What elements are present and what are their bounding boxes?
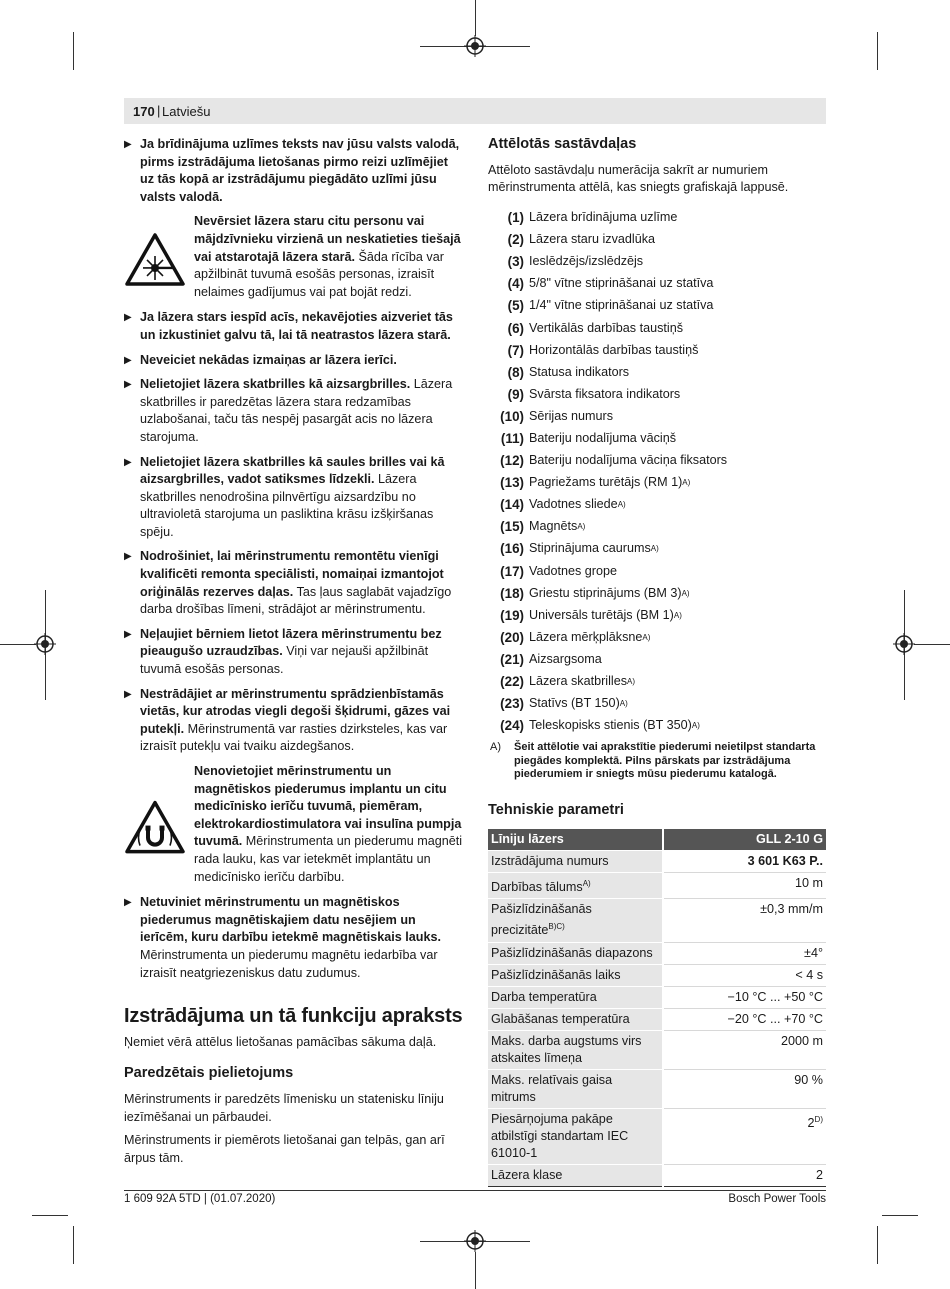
safety-bullet	[124, 454, 464, 542]
header-separator: |	[157, 103, 161, 118]
component-number: (1)	[507, 210, 524, 226]
table-cell-value	[663, 1008, 826, 1030]
component-item	[488, 229, 826, 251]
param-value: −20 °C ... +70 °C	[727, 1011, 823, 1026]
table-cell-label	[488, 899, 663, 942]
param-value: 2	[807, 1115, 815, 1130]
crop-mark	[877, 32, 878, 70]
components-list	[488, 207, 826, 737]
table-cell-value	[663, 1030, 826, 1069]
warning-text: Mērinstrumenta un piederumu magnēti rada lauku, kas var ietekmēt implantātu un medicīnisko ierīču darbību.	[194, 834, 463, 884]
component-label: Horizontālās darbības taustiņš	[529, 342, 699, 357]
param-footnote-ref: B)C)	[548, 922, 565, 932]
registration-mark-icon	[34, 633, 56, 655]
component-label: Pagriežams turētājs (RM 1)	[529, 475, 683, 490]
table-cell-value	[663, 1069, 826, 1108]
bullet-text: Lāzera skatbrilles ir paredzētas lāzera stara redzamības uzlabošanai, taču tās nespēj pasargāt acis no lāzera starojuma.	[140, 377, 453, 444]
component-item	[488, 671, 826, 693]
table-header-value: GLL 2-10 G	[663, 829, 826, 851]
laser-warning-icon	[124, 219, 186, 301]
param-label: Darba temperatūra	[491, 989, 597, 1004]
intended-use-paragraph: Mērinstruments ir paredzēts līmenisku un statenisku līniju iezīmēšanai un pārbaudei.	[124, 1091, 444, 1124]
bullet-text: Mērinstrumentā var rasties dzirksteles, kas var izraisīt putekļu vai tvaiku aizdegšanos.	[140, 721, 448, 754]
safety-bullet	[124, 894, 464, 982]
component-item	[488, 273, 826, 295]
param-footnote-ref: A)	[582, 879, 591, 889]
safety-bullet	[124, 548, 464, 618]
param-label: Pašizlīdzināšanās diapazons	[491, 945, 653, 960]
component-footnote-ref: A)	[627, 677, 635, 686]
param-label: Izstrādājuma numurs	[491, 854, 609, 869]
component-number: (13)	[500, 475, 524, 491]
component-label: Aizsargsoma	[529, 651, 602, 666]
component-number: (23)	[500, 696, 524, 712]
component-number: (21)	[500, 651, 524, 667]
intended-use-title: Paredzētais pielietojums	[124, 1065, 294, 1082]
table-cell-value	[663, 986, 826, 1008]
footer-rule	[124, 1190, 826, 1191]
footnote-label: A)	[490, 741, 501, 754]
table-row	[488, 873, 826, 899]
param-value: 90 %	[794, 1072, 823, 1087]
warning-bold: Nevērsiet lāzera staru citu personu vai mājdzīvnieku virzienā un neskatieties tiešajā vai atstarotajā lāzera starā.	[194, 214, 461, 264]
param-value: ±0,3 mm/m	[760, 902, 823, 917]
header-language: Latviešu	[162, 104, 211, 119]
table-row	[488, 942, 826, 964]
component-label: Bateriju nodalījuma vāciņa fiksators	[529, 453, 728, 468]
magnet-warning-block	[124, 763, 464, 886]
table-row	[488, 964, 826, 986]
table-row	[488, 1008, 826, 1030]
footer-doc-id: 1 609 92A 5TD | (01.07.2020)	[124, 1193, 276, 1205]
component-item	[488, 207, 826, 229]
component-number: (3)	[507, 254, 524, 270]
crop-mark	[475, 1252, 476, 1289]
bullet-bold: Neļaujiet bērniem lietot lāzera mērinstrumentu bez pieaugušo uzraudzības.	[140, 626, 442, 659]
tech-params-title: Tehniskie parametri	[488, 801, 624, 818]
crop-mark	[73, 1226, 74, 1264]
component-label: Teleskopisks stienis (BT 350)	[529, 718, 692, 733]
table-cell-label	[488, 942, 663, 964]
safety-bullet	[124, 686, 464, 756]
footnote	[488, 741, 826, 782]
table-cell-value	[663, 899, 826, 942]
footer-brand: Bosch Power Tools	[728, 1193, 826, 1205]
component-footnote-ref: A)	[682, 478, 691, 488]
bullet-bold: Neveiciet nekādas izmaiņas ar lāzera ierīci.	[140, 352, 397, 367]
component-number: (14)	[500, 497, 524, 513]
components-intro: Attēloto sastāvdaļu numerācija sakrīt ar numuriem mērinstrumenta attēlā, kas sniegts grafiskajā lappusē.	[488, 162, 789, 195]
component-label: Universāls turētājs (BM 1)	[529, 607, 674, 622]
component-item	[488, 560, 826, 582]
component-label: Lāzera staru izvadlūka	[529, 232, 656, 247]
component-label: Sērijas numurs	[529, 408, 613, 423]
table-cell-value	[663, 873, 826, 899]
component-label: Lāzera mērķplāksne	[529, 629, 643, 644]
param-value-footnote-ref: D)	[814, 1114, 823, 1124]
component-item	[488, 406, 826, 428]
component-number: (9)	[507, 386, 524, 402]
table-cell-value	[663, 1108, 826, 1164]
page-header	[124, 98, 826, 124]
component-number: (20)	[500, 629, 524, 645]
component-number: (18)	[500, 585, 524, 601]
component-footnote-ref: A)	[617, 500, 626, 510]
table-row	[488, 1069, 826, 1108]
component-label: Vadotnes grope	[529, 563, 617, 578]
registration-mark-icon	[893, 633, 915, 655]
laser-warning-block	[124, 213, 464, 301]
component-label: Griestu stiprinājums (BM 3)	[529, 585, 682, 600]
component-item	[488, 361, 826, 383]
component-item	[488, 604, 826, 626]
component-label: Ieslēdzējs/izslēdzējs	[529, 254, 644, 269]
param-value: 3 601 K63 P..	[747, 854, 823, 869]
crop-mark	[475, 0, 476, 36]
component-item	[488, 428, 826, 450]
bullet-bold: Nelietojiet lāzera skatbrilles kā aizsargbrilles.	[140, 377, 411, 392]
param-value: < 4 s	[795, 967, 823, 982]
bullet-text: Tas ļaus saglabāt vajadzīgo darba drošības līmeni, strādājot ar mērinstrumentu.	[140, 584, 452, 617]
component-item	[488, 538, 826, 560]
right-column	[488, 136, 826, 1187]
table-cell-label	[488, 964, 663, 986]
component-number: (5)	[507, 298, 524, 314]
param-value: −10 °C ... +50 °C	[727, 989, 823, 1004]
crop-mark	[73, 32, 74, 70]
bullet-text: Mērinstrumenta un piederumu magnētu iedarbība var izraisīt neatgriezeniskus datu zudumus.	[140, 947, 438, 980]
table-row	[488, 851, 826, 873]
component-footnote-ref: A)	[691, 721, 700, 731]
component-number: (10)	[500, 408, 524, 424]
component-label: 1/4" vītne stiprināšanai uz statīva	[529, 298, 714, 313]
component-label: Vadotnes sliede	[529, 497, 618, 512]
component-item	[488, 295, 826, 317]
component-footnote-ref: A)	[673, 610, 682, 620]
crop-mark	[882, 1215, 918, 1216]
table-cell-value	[663, 1164, 826, 1186]
table-row	[488, 1108, 826, 1164]
table-cell-value	[663, 851, 826, 873]
section-intro: Ņemiet vērā attēlus lietošanas pamācības sākuma daļā.	[124, 1034, 437, 1049]
component-item	[488, 494, 826, 516]
param-label: Darbības tālums	[491, 880, 583, 895]
component-number: (4)	[507, 276, 524, 292]
table-row	[488, 1030, 826, 1069]
bullet-bold: Nestrādājiet ar mērinstrumentu sprādzienbīstamās vietās, kur atrodas viegli degoši šķidrumi, gāzes vai putekļi.	[140, 686, 451, 736]
safety-bullet	[124, 309, 464, 344]
component-number: (2)	[507, 232, 524, 248]
bullet-text: Viņi var nejauši apžilbināt tuvumā esošās personas.	[140, 644, 429, 677]
table-cell-label	[488, 1164, 663, 1186]
component-label: Vertikālās darbības taustiņš	[529, 320, 684, 335]
component-item	[488, 317, 826, 339]
left-column	[124, 136, 464, 1173]
component-footnote-ref: A)	[619, 699, 628, 709]
component-item	[488, 715, 826, 737]
component-number: (12)	[500, 453, 524, 469]
param-value: ±4°	[804, 945, 823, 960]
component-label: Statusa indikators	[529, 364, 630, 379]
component-number: (22)	[500, 674, 524, 689]
safety-bullet	[124, 376, 464, 446]
table-row	[488, 1164, 826, 1186]
component-item	[488, 472, 826, 494]
component-label: Svārsta fiksatora indikators	[529, 386, 681, 401]
footnote-text: Šeit attēlotie vai aprakstītie piederumi neietilpst standarta piegādes komplektā. Pilns pārskats par izstrādājuma piederumiem ir sniegts mūsu piederumu katalogā.	[514, 741, 816, 781]
magnet-warning-icon	[124, 769, 186, 886]
component-item	[488, 582, 826, 604]
param-label: Piesārņojuma pakāpe atbilstīgi standartam IEC 61010-1	[491, 1111, 629, 1160]
laser-warning-text	[194, 213, 464, 301]
component-label: Bateriju nodalījuma vāciņš	[529, 430, 677, 445]
component-number: (6)	[507, 320, 524, 336]
bullet-bold: Ja lāzera stars iespīd acīs, nekavējoties aizveriet tās un izkustiniet galvu tā, lai tā neatrastos lāzera starā.	[140, 310, 453, 342]
component-footnote-ref: A)	[642, 632, 651, 642]
registration-mark-icon	[464, 1230, 486, 1252]
component-number: (15)	[500, 519, 524, 535]
table-cell-value	[663, 942, 826, 964]
component-label: Lāzera skatbrilles	[529, 674, 627, 688]
table-row	[488, 986, 826, 1008]
param-label: Pašizlīdzināšanās laiks	[491, 967, 621, 982]
table-cell-label	[488, 1069, 663, 1108]
component-label: Stiprinājuma caurums	[529, 541, 651, 556]
param-label: Lāzera klase	[491, 1167, 563, 1182]
component-item	[488, 251, 826, 273]
param-label: Maks. relatīvais gaisa mitrums	[491, 1072, 613, 1104]
param-label: Pašizlīdzināšanās precizitāte	[491, 902, 592, 938]
component-number: (24)	[500, 718, 524, 734]
crop-mark	[32, 1215, 68, 1216]
table-header-label: Līniju lāzers	[488, 829, 663, 851]
component-number: (7)	[507, 342, 524, 358]
component-footnote-ref: A)	[577, 522, 586, 532]
component-number: (8)	[507, 364, 524, 380]
safety-bullet	[124, 136, 464, 206]
component-label: 5/8" vītne stiprināšanai uz statīva	[529, 276, 714, 291]
table-cell-label	[488, 986, 663, 1008]
crop-mark	[0, 644, 36, 645]
bullet-text: Lāzera skatbrilles nenodrošina pilnvērtīgu aizsardzību no ultravioletā starojuma un pasliktina krāsu izšķiršanas spēju.	[140, 472, 434, 539]
components-title: Attēlotās sastāvdaļas	[488, 136, 637, 152]
table-cell-label	[488, 851, 663, 873]
safety-bullet	[124, 352, 464, 370]
component-label: Lāzera brīdinājuma uzlīme	[529, 210, 678, 225]
intended-use-paragraph: Mērinstruments ir piemērots lietošanai gan telpās, gan arī ārpus tām.	[124, 1133, 445, 1165]
component-item	[488, 627, 826, 649]
safety-bullet	[124, 626, 464, 679]
component-footnote-ref: A)	[650, 544, 659, 554]
param-value: 2000 m	[780, 1033, 823, 1048]
section-title: Izstrādājuma un tā funkciju apraksts	[124, 1005, 463, 1028]
component-label: Statīvs (BT 150)	[529, 696, 620, 711]
crop-mark	[914, 644, 950, 645]
table-cell-label	[488, 1008, 663, 1030]
component-footnote-ref: A)	[681, 588, 690, 598]
param-label: Glabāšanas temperatūra	[491, 1011, 630, 1026]
table-cell-label	[488, 873, 663, 899]
table-cell-label	[488, 1030, 663, 1069]
component-item	[488, 516, 826, 538]
table-cell-value	[663, 964, 826, 986]
registration-mark-icon	[464, 35, 486, 57]
bullet-bold: Netuviniet mērinstrumentu un magnētiskos piederumus magnētiskajiem datu nesējiem un ierīcēm, kuru darbību ietekmē magnētiskais lauks.	[140, 895, 441, 945]
warning-bold: Nenovietojiet mērinstrumentu un magnētiskos piederumus implantu un citu medicīnisko ierīču tuvumā, piemēram, elektrokardiostimulatora vai insulīna pumpja tuvumā.	[194, 764, 462, 849]
component-item	[488, 693, 826, 715]
component-number: (19)	[500, 607, 524, 623]
component-number: (11)	[500, 430, 524, 446]
tech-params-table	[488, 829, 826, 1186]
param-value: 2	[815, 1167, 823, 1182]
magnet-warning-text	[194, 763, 464, 886]
table-header-row	[488, 829, 826, 851]
page-number: 170	[133, 104, 155, 119]
component-label: Magnēts	[529, 519, 578, 534]
component-item	[488, 649, 826, 671]
bullet-bold: Ja brīdinājuma uzlīmes teksts nav jūsu valsts valodā, pirms izstrādājuma lietošanas pirmo reizi uzlīmējiet uz tās kopā ar izstrādājumu piegādāto uzlīmi jūsu valsts valodā.	[140, 137, 460, 204]
param-value: 10 m	[795, 876, 823, 891]
warning-text: Šāda rīcība var apžilbināt tuvumā esošās personas, izraisīt nelaimes gadījumus vai pat bojāt redzi.	[194, 249, 444, 299]
bullet-bold: Nodrošiniet, lai mērinstrumentu remontētu vienīgi kvalificēti remonta speciālisti, nomaiņai izmantojot oriģinālās rezerves daļas.	[140, 549, 444, 599]
crop-mark	[877, 1226, 878, 1264]
component-item	[488, 450, 826, 472]
bullet-bold: Nelietojiet lāzera skatbrilles kā saules brilles vai kā aizsargbrilles, vadot satiksmes līdzekli.	[140, 454, 445, 487]
component-item	[488, 339, 826, 361]
table-cell-label	[488, 1108, 663, 1164]
component-number: (16)	[500, 541, 524, 557]
component-number: (17)	[500, 563, 524, 579]
param-label: Maks. darba augstums virs atskaites līmeņa	[491, 1033, 642, 1065]
component-item	[488, 384, 826, 406]
table-row	[488, 899, 826, 942]
